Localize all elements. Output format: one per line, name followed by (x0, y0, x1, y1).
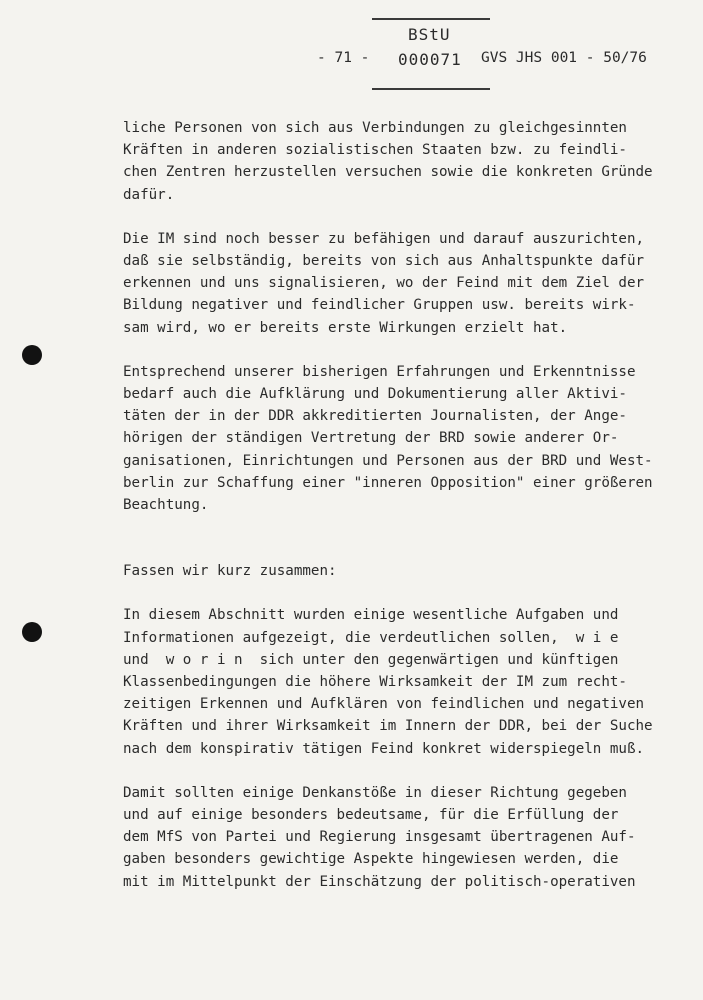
text-line: Bildung negativer und feindlicher Gruppen usw. bereits wirk- (123, 297, 636, 314)
section-heading: Fassen wir kurz zusammen: (123, 563, 337, 580)
text-line: In diesem Abschnitt wurden einige wesentliche Aufgaben und (123, 607, 619, 624)
text-line: Damit sollten einige Denkanstöße in dieser Richtung gegeben (123, 784, 627, 801)
text-line: berlin zur Schaffung einer "inneren Opposition" einer größeren (123, 474, 653, 491)
paragraph-1 (123, 117, 688, 206)
text-line: und auf einige besonders bedeutsame, für die Erfüllung der (123, 807, 619, 824)
paragraph-spacer (123, 206, 688, 228)
text-line: Kräften und ihrer Wirksamkeit im Innern der DDR, bei der Suche (123, 718, 653, 735)
text-line: zeitigen Erkennen und Aufklären von feindlichen und negativen (123, 696, 645, 713)
paragraph-2 (123, 228, 688, 339)
text-line: dafür. (123, 186, 175, 203)
document-reference: GVS JHS 001 - 50/76 (481, 50, 647, 66)
paragraph-spacer (123, 760, 688, 782)
text-line: bedarf auch die Aufklärung und Dokumentierung aller Aktivi- (123, 386, 627, 403)
text-line: dem MfS von Partei und Regierung insgesamt übertragenen Auf- (123, 829, 636, 846)
text-line: täten der in der DDR akkreditierten Journalisten, der Ange- (123, 408, 627, 425)
text-line: Die IM sind noch besser zu befähigen und darauf auszurichten, (123, 230, 645, 247)
text-line: mit im Mittelpunkt der Einschätzung der politisch-operativen (123, 873, 636, 890)
text-line: ganisationen, Einrichtungen und Personen aus der BRD und West- (123, 452, 653, 469)
paragraph-spacer (123, 582, 688, 604)
text-line: Kräften in anderen sozialistischen Staaten bzw. zu feindli- (123, 142, 627, 159)
text-line: liche Personen von sich aus Verbindungen zu gleichgesinnten (123, 120, 627, 136)
text-line: Entsprechend unserer bisherigen Erfahrungen und Erkenntnisse (123, 363, 636, 380)
text-line: hörigen der ständigen Vertretung der BRD sowie anderer Or- (123, 430, 619, 447)
archive-stamp: BStU (408, 25, 451, 44)
paragraph-spacer (123, 339, 688, 361)
paragraph-5 (123, 604, 688, 759)
text-line: erkennen und uns signalisieren, wo der Feind mit dem Ziel der (123, 275, 645, 292)
document-number: 000071 (398, 50, 462, 69)
text-line: Informationen aufgezeigt, die verdeutlichen sollen, w i e (123, 629, 619, 646)
paragraph-6 (123, 782, 688, 893)
punch-hole-top (22, 345, 42, 365)
text-line: nach dem konspirativ tätigen Feind konkret widerspiegeln muß. (123, 740, 645, 757)
text-line: Klassenbedingungen die höhere Wirksamkeit der IM zum recht- (123, 674, 627, 691)
paragraph-4 (123, 560, 688, 582)
text-line: gaben besonders gewichtige Aspekte hingewiesen werden, die (123, 851, 619, 868)
text-line: sam wird, wo er bereits erste Wirkungen erzielt hat. (123, 319, 568, 336)
text-line: chen Zentren herzustellen versuchen sowie die konkreten Gründe (123, 164, 653, 181)
punch-hole-bottom (22, 622, 42, 642)
paragraph-spacer (123, 516, 688, 560)
paragraph-3 (123, 361, 688, 516)
text-line: daß sie selbständig, bereits von sich aus Anhaltspunkte dafür (123, 253, 645, 270)
text-line: und w o r i n sich unter den gegenwärtigen und künftigen (123, 651, 619, 668)
text-line: Beachtung. (123, 497, 209, 514)
page-number: - 71 - (317, 50, 370, 66)
document-body (123, 117, 688, 893)
